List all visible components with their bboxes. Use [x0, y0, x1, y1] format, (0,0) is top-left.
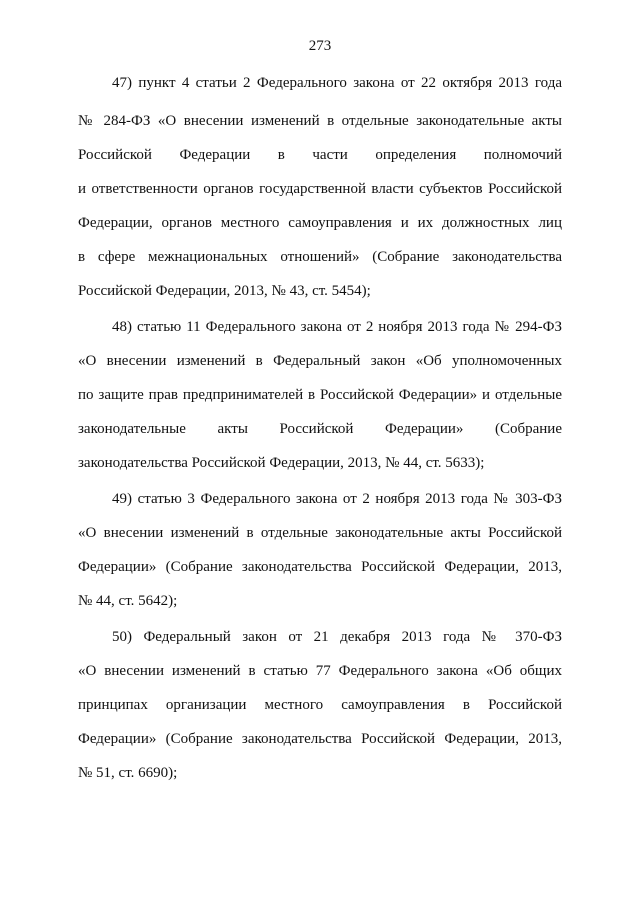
item-47-line-6: в сфере межнациональных отношений» (Собрание законодательства	[78, 249, 562, 265]
item-48-line-5: законодательства Российской Федерации, 2013, № 44, ст. 5633);	[78, 455, 485, 471]
item-47-line-3: Российской Федерации в части определения полномочий	[78, 147, 562, 163]
item-50-line-4: Федерации» (Собрание законодательства Российской Федерации, 2013,	[78, 731, 562, 747]
item-48-line-2: «О внесении изменений в Федеральный закон «Об уполномоченных	[78, 353, 562, 369]
item-50-line-5: № 51, ст. 6690);	[78, 765, 178, 781]
item-47-line-2: № 284-ФЗ «О внесении изменений в отдельные законодательные акты	[78, 113, 562, 129]
item-50-line-3: принципах организации местного самоуправления в Российской	[78, 697, 562, 713]
item-49-line-4: № 44, ст. 5642);	[78, 593, 178, 609]
item-48-line-4: законодательные акты Российской Федерации» (Собрание	[78, 421, 562, 437]
item-47-line-5: Федерации, органов местного самоуправления и их должностных лиц	[78, 215, 562, 231]
item-47-line-4: и ответственности органов государственной власти субъектов Российской	[78, 181, 562, 197]
item-49-line-2: «О внесении изменений в отдельные законодательные акты Российской	[78, 525, 562, 541]
item-48-line-3: по защите прав предпринимателей в Российской Федерации» и отдельные	[78, 387, 562, 403]
item-49-line-1: 49) статью 3 Федерального закона от 2 ноября 2013 года № 303-ФЗ	[112, 491, 562, 507]
item-47-line-1: 47) пункт 4 статьи 2 Федерального закона от 22 октября 2013 года	[112, 75, 562, 91]
item-49-line-3: Федерации» (Собрание законодательства Российской Федерации, 2013,	[78, 559, 562, 575]
item-47-line-7: Российской Федерации, 2013, № 43, ст. 5454);	[78, 283, 371, 299]
item-48-line-1: 48) статью 11 Федерального закона от 2 ноября 2013 года № 294-ФЗ	[112, 319, 562, 335]
item-50-line-1: 50) Федеральный закон от 21 декабря 2013 года № 370-ФЗ	[112, 629, 562, 645]
page-number: 273	[308, 38, 332, 54]
item-50-line-2: «О внесении изменений в статью 77 Федерального закона «Об общих	[78, 663, 562, 679]
